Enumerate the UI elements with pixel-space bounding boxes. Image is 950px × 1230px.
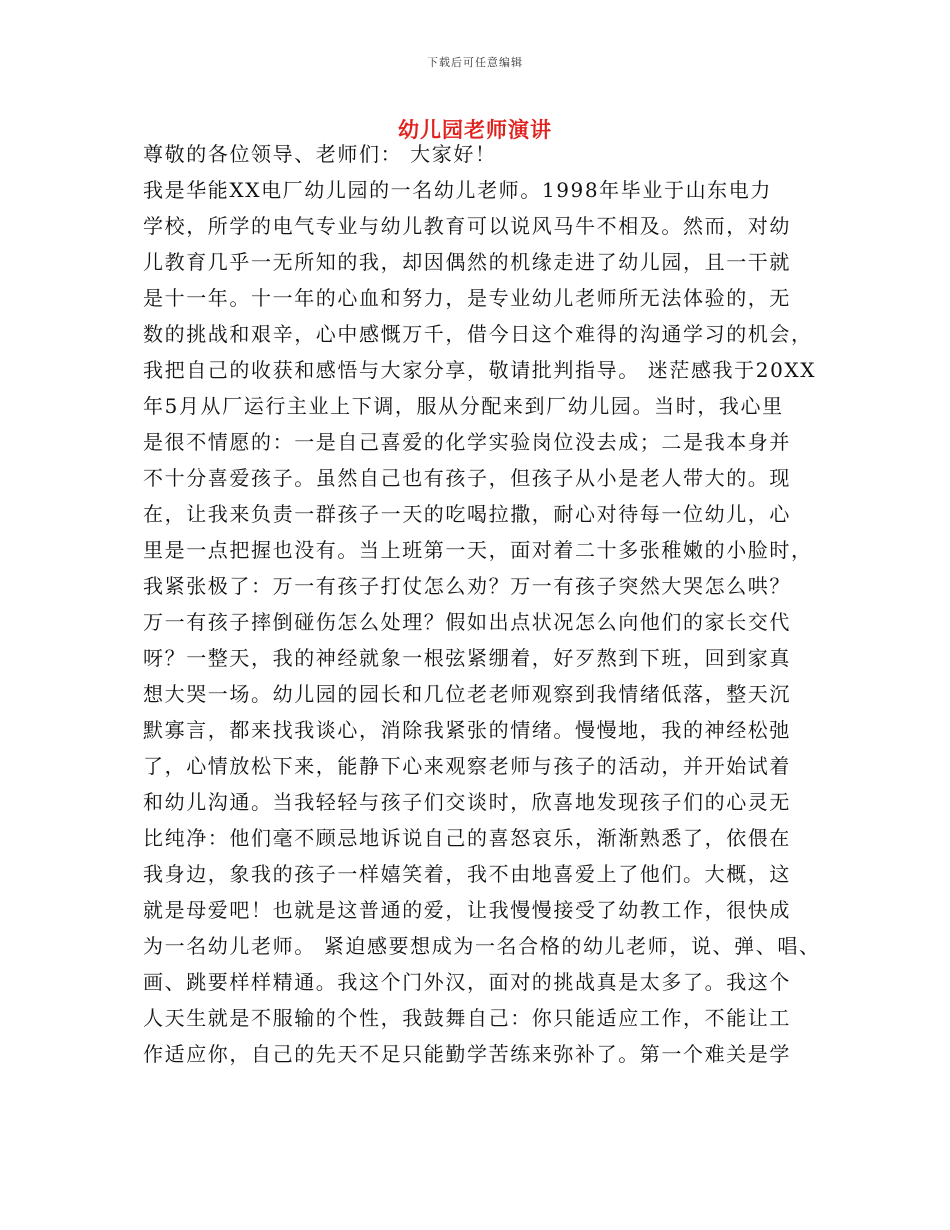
paragraph-line: 学校，所学的电气专业与幼儿教育可以说风马牛不相及。然而，对幼	[143, 214, 791, 238]
paragraph-line: 默寡言，都来找我谈心，消除我紧张的情绪。慢慢地，我的神经松弛	[143, 718, 791, 742]
paragraph-line: 想大哭一场。幼儿园的园长和几位老老师观察到我情绪低落，整天沉	[143, 682, 791, 706]
paragraph-line: 里是一点把握也没有。当上班第一天，面对着二十多张稚嫩的小脸时，	[143, 538, 813, 562]
paragraph-line: 作适应你，自己的先天不足只能勤学苦练来弥补了。第一个难关是学	[143, 1042, 791, 1066]
paragraph-line: 年5月从厂运行主业上下调，服从分配来到厂幼儿园。当时，我心里	[143, 394, 784, 418]
paragraph-line: 人天生就是不服输的个性，我鼓舞自己：你只能适应工作，不能让工	[143, 1006, 791, 1030]
paragraph-line: 我紧张极了：万一有孩子打仗怎么劝？万一有孩子突然大哭怎么哄？	[143, 574, 791, 598]
page-header: 下载后可任意编辑	[427, 56, 523, 69]
paragraph-line: 我把自己的收获和感悟与大家分享，敬请批判指导。 迷茫感我于20XX	[143, 358, 817, 382]
paragraph-line: 不十分喜爱孩子。虽然自己也有孩子，但孩子从小是老人带大的。现	[143, 466, 791, 490]
paragraph-line: 呀？一整天，我的神经就象一根弦紧绷着，好歹熬到下班，回到家真	[143, 646, 791, 670]
paragraph-line: 了，心情放松下来，能静下心来观察老师与孩子的活动，并开始试着	[143, 754, 791, 778]
paragraph-line: 画、跳要样样精通。我这个门外汉，面对的挑战真是太多了。我这个	[143, 970, 791, 994]
paragraph-line: 是很不情愿的：一是自己喜爱的化学实验岗位没去成；二是我本身并	[143, 430, 791, 454]
paragraph-line: 我是华能XX电厂幼儿园的一名幼儿老师。1998年毕业于山东电力	[143, 178, 772, 202]
paragraph-line: 就是母爱吧！也就是这普通的爱，让我慢慢接受了幼教工作，很快成	[143, 898, 791, 922]
paragraph-line: 在，让我来负责一群孩子一天的吃喝拉撒，耐心对待每一位幼儿，心	[143, 502, 791, 526]
paragraph-line: 为一名幼儿老师。 紧迫感要想成为一名合格的幼儿老师，说、弹、唱、	[143, 934, 821, 958]
paragraph-line: 我身边，象我的孩子一样嬉笑着，我不由地喜爱上了他们。大概，这	[143, 862, 791, 886]
paragraph-line: 比纯净：他们毫不顾忌地诉说自己的喜怒哀乐，渐渐熟悉了，依偎在	[143, 826, 791, 850]
paragraph-line: 儿教育几乎一无所知的我，却因偶然的机缘走进了幼儿园，且一干就	[143, 250, 791, 274]
paragraph-line: 是十一年。十一年的心血和努力，是专业幼儿老师所无法体验的，无	[143, 286, 791, 310]
paragraph-line: 万一有孩子摔倒碰伤怎么处理？假如出点状况怎么向他们的家长交代	[143, 610, 791, 634]
paragraph-line: 和幼儿沟通。当我轻轻与孩子们交谈时，欣喜地发现孩子们的心灵无	[143, 790, 791, 814]
document-title: 幼儿园老师演讲	[398, 117, 552, 142]
paragraph-line: 数的挑战和艰辛，心中感慨万千，借今日这个难得的沟通学习的机会，	[143, 322, 813, 346]
paragraph-line: 尊敬的各位领导、老师们： 大家好！	[143, 142, 497, 166]
